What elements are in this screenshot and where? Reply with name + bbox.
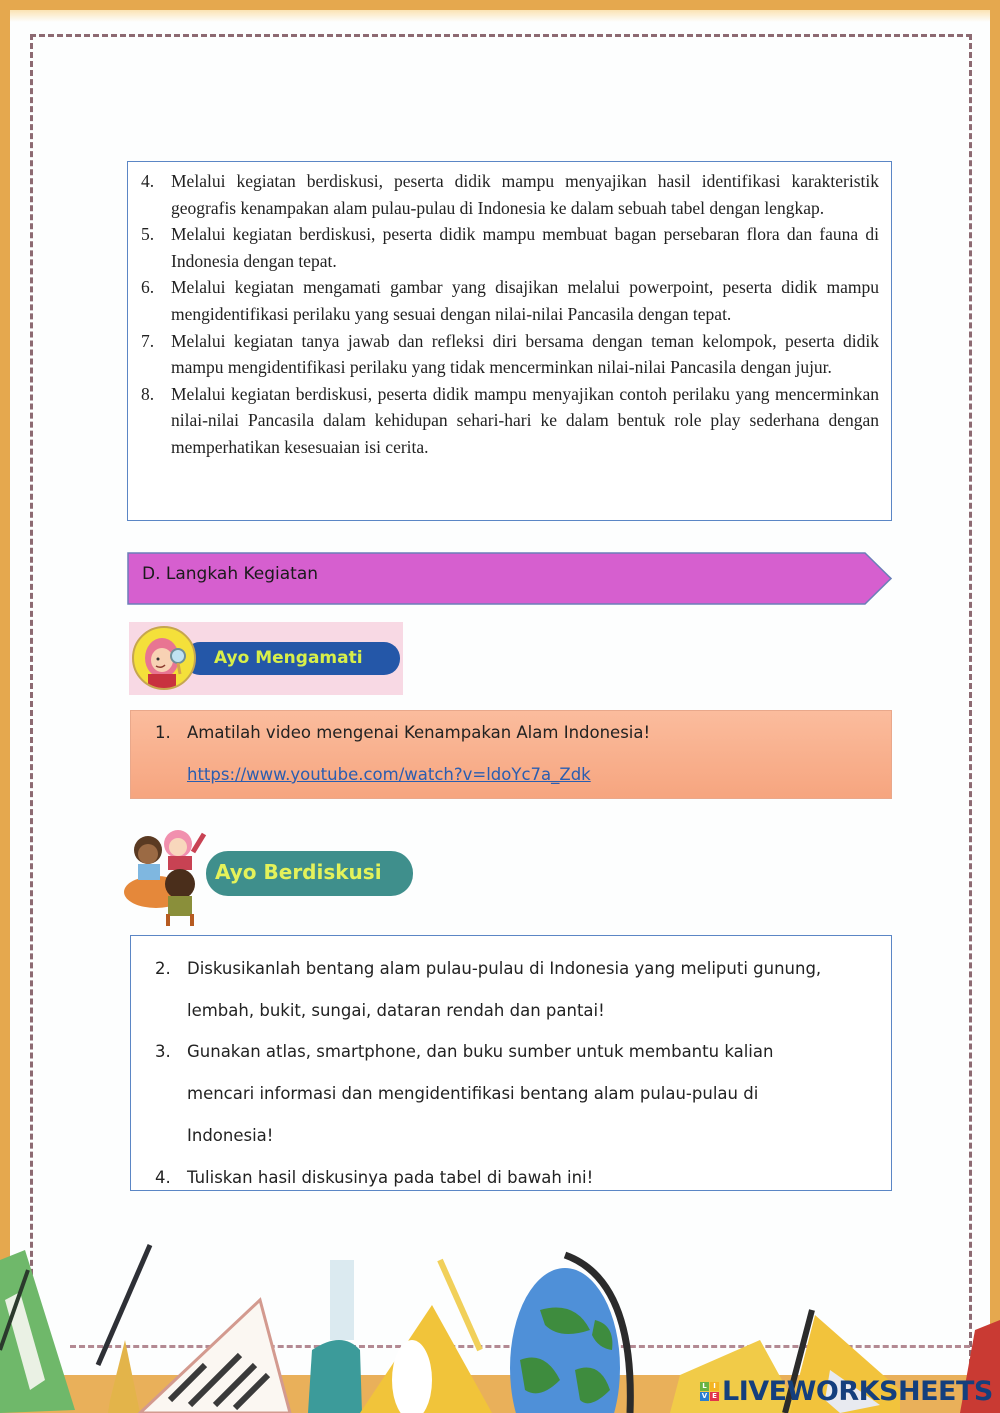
objective-number: 6. [141, 277, 155, 298]
discussion-item [155, 948, 881, 1031]
text-line: lembah, bukit, sungai, dataran rendah dan pantai! [187, 1000, 605, 1020]
discussion-item [155, 1031, 881, 1156]
girl-magnifier-icon [132, 626, 196, 690]
text-line: Gunakan atlas, smartphone, dan buku sumber untuk membantu kalian [187, 1042, 774, 1062]
discussion-item-text [187, 948, 881, 1031]
observe-activity-box [130, 710, 892, 799]
section-header [127, 552, 892, 605]
liveworksheets-logo-icon [700, 1382, 719, 1401]
objectives-box [127, 161, 892, 521]
discussion-item-text [187, 1031, 881, 1156]
objective-number: 4. [141, 171, 155, 191]
logo-letter: I [710, 1382, 719, 1391]
objective-number: 7. [141, 330, 155, 351]
observe-item [155, 723, 650, 742]
observe-item-number: 1. [155, 723, 171, 742]
discussion-activity-box [130, 935, 892, 1191]
objective-text: Melalui kegiatan tanya jawab dan refleksi diri bersama dengan teman kelompok, peserta didik mampu mengidentifikasi perilaku yang tidak mencerminkan nilai-nilai Pancasila dengan jujur. [171, 330, 879, 378]
objective-item [138, 328, 879, 381]
objective-number: 8. [141, 383, 155, 404]
objective-text: Melalui kegiatan berdiskusi, peserta didik mampu menyajikan contoh perilaku yang mencerminkan nilai-nilai Pancasila dalam kehidupan sehari-hari ke dalam bentuk role play sederhana dengan memperhatikan kesesuaian isi cerita. [171, 383, 879, 457]
objective-number: 5. [141, 224, 155, 245]
youtube-link[interactable]: https://www.youtube.com/watch?v=ldoYc7a_Zdk [187, 765, 591, 784]
liveworksheets-watermark [700, 1376, 993, 1407]
objective-item [138, 274, 879, 327]
discuss-badge-label: Ayo Berdiskusi [215, 860, 382, 884]
logo-letter: E [710, 1392, 719, 1401]
logo-letter: V [701, 1392, 708, 1400]
observe-item-text: Amatilah video mengenai Kenampakan Alam Indonesia! [187, 723, 651, 742]
text-line: Diskusikanlah bentang alam pulau-pulau di Indonesia yang meliputi gunung, [187, 959, 822, 978]
objective-item [138, 221, 879, 274]
text-line: Tuliskan hasil diskusinya pada tabel di bawah ini! [187, 1167, 594, 1187]
objective-text: Melalui kegiatan berdiskusi, peserta didik mampu menyajikan hasil identifikasi karakteristik geografis kenampakan alam pulau-pulau di Indonesia ke dalam sebuah tabel dengan lengkap. [171, 171, 879, 218]
logo-letter: L [700, 1382, 709, 1391]
discussion-item-number: 2. [155, 959, 171, 978]
frame-top-glow [10, 10, 990, 22]
section-title: D. Langkah Kegiatan [142, 564, 319, 584]
observe-badge-label: Ayo Mengamati [214, 648, 363, 668]
objective-text: Melalui kegiatan mengamati gambar yang disajikan melalui powerpoint, peserta didik mampu mengidentifikasi perilaku yang sesuai dengan nilai-nilai Pancasila dengan tepat. [171, 277, 879, 324]
observe-badge [129, 622, 403, 695]
discuss-badge [118, 822, 418, 927]
objective-item [138, 381, 879, 461]
objective-item [138, 168, 879, 221]
discussion-item-number: 3. [155, 1042, 171, 1062]
text-line: Indonesia! [187, 1125, 274, 1145]
discussion-item [155, 1157, 881, 1199]
text-line: mencari informasi dan mengidentifikasi bentang alam pulau-pulau di [187, 1084, 759, 1104]
discussion-item-text [187, 1157, 881, 1199]
kids-discussing-icon [118, 822, 228, 927]
discussion-item-number: 4. [155, 1167, 171, 1187]
watermark-text: LIVEWORKSHEETS [722, 1376, 993, 1407]
objective-text: Melalui kegiatan berdiskusi, peserta didik mampu membuat bagan persebaran flora dan fauna di Indonesia dengan tepat. [171, 224, 879, 271]
